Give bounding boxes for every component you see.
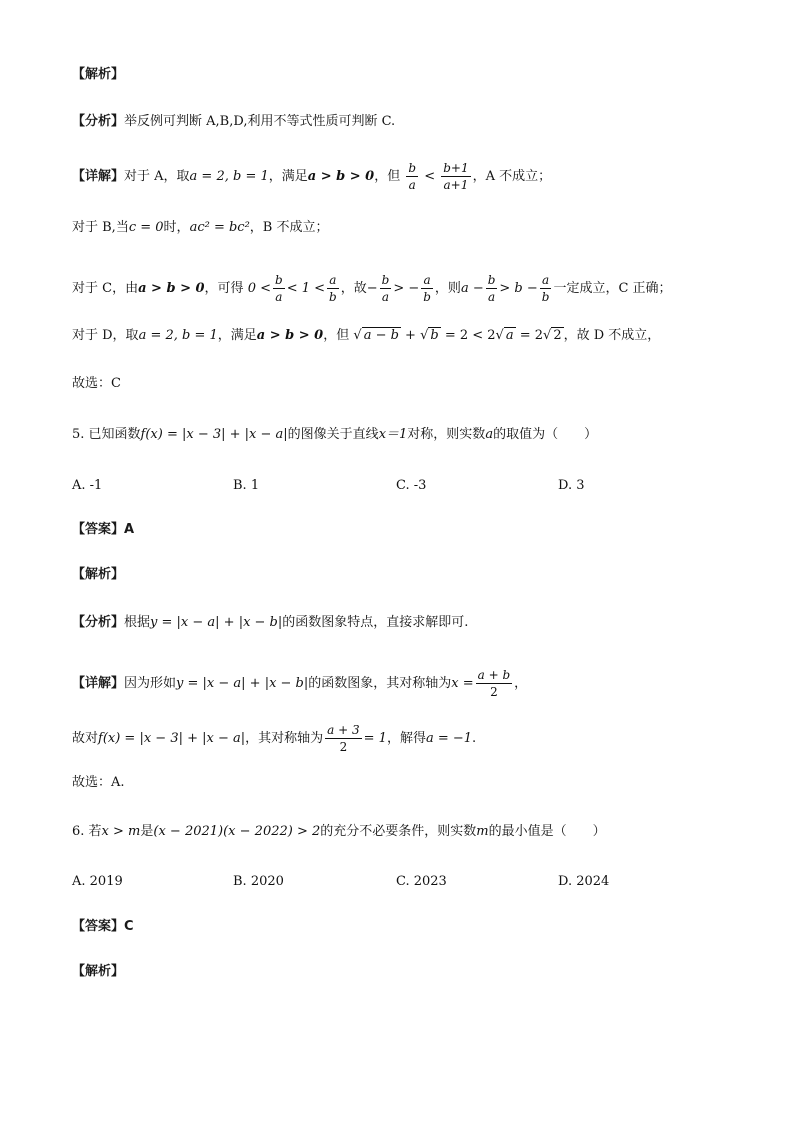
detail-line-d: 对于 D，取a = 2, b = 1，满足a > b > 0，但 √ a − b + √ b = 2 < 2√ a = 2√ 2 ，故 D 不成立， [72,328,661,343]
q6-option-a: A. 2019 [72,874,123,889]
answer-6: 【答案】C [72,919,134,934]
fraction-b-over-a: $\frac{b}{a}$ [408,161,417,192]
analysis-line-1: 【分析】举反例可判断 A,B,D,利用不等式性质可判断 C. [72,114,396,129]
sqrt-expression: √ a − b + √ b = 2 < 2√ a = 2√ 2 [353,328,562,343]
section-jiexi-2: 【解析】 [72,567,125,582]
detail-line-a: 【详解】对于 A，取a = 2, b = 1，满足a > b > 0，但 $\frac{b}{a}$ < $\frac{b+1}{a+1}$ ，A 不成立； [72,161,552,192]
q5-option-d: D. 3 [558,478,585,493]
fraction-a-plus-3-over-2: $\frac{a + 3}{2}$ [327,723,360,754]
fraction-a-plus-b-over-2: $\frac{a + b}{2}$ [477,668,511,699]
detail-line-b: 对于 B,当c = 0时，ac² = bc²，B 不成立； [72,220,329,235]
answer-choice-2: 故选：A. [72,775,125,790]
q5-option-b: B. 1 [233,478,260,493]
q5-option-c: C. -3 [396,478,427,493]
section-jiexi-3: 【解析】 [72,964,125,979]
answer-5: 【答案】A [72,522,135,537]
q6-option-d: D. 2024 [558,874,610,889]
analysis-line-2: 【分析】根据y = |x − a| + |x − b|的函数图象特点，直接求解即可. [72,615,469,630]
q6-option-b: B. 2020 [233,874,284,889]
question-6: 6. 若x > m是(x − 2021)(x − 2022) > 2的充分不必要条件，则实数m的最小值是（ ） [72,824,606,839]
question-5: 5. 已知函数f(x) = |x − 3| + |x − a|的图像关于直线x＝1对称，则实数a的取值为（ ） [72,427,598,442]
q5-option-a: A. -1 [72,478,103,493]
detail-line-c: 对于 C，由a > b > 0，可得 0 < $\frac{b}{a}$ < 1 < $\frac{a}{b}$ ，故− $\frac{b}{a}$ > − $\frac{a}{b}$ ，则a − $\frac{b}{a}$ > b − $\frac{a}{b}$ 一定成立，C 正确； [72,273,672,304]
conclusion-line-2: 故对f(x) = |x − 3| + |x − a|，其对称轴为 $\frac{a + 3}{2}$ = 1，解得a = −1. [72,723,477,754]
section-jiexi-1: 【解析】 [72,67,125,82]
fraction-b1-over-a1: $\frac{b+1}{a+1}$ [443,161,469,192]
detail-line-2: 【详解】因为形如y = |x − a| + |x − b|的函数图象，其对称轴为x = $\frac{a + b}{2}$ ， [72,668,528,699]
q6-option-c: C. 2023 [396,874,447,889]
answer-choice-1: 故选：C [72,376,121,391]
